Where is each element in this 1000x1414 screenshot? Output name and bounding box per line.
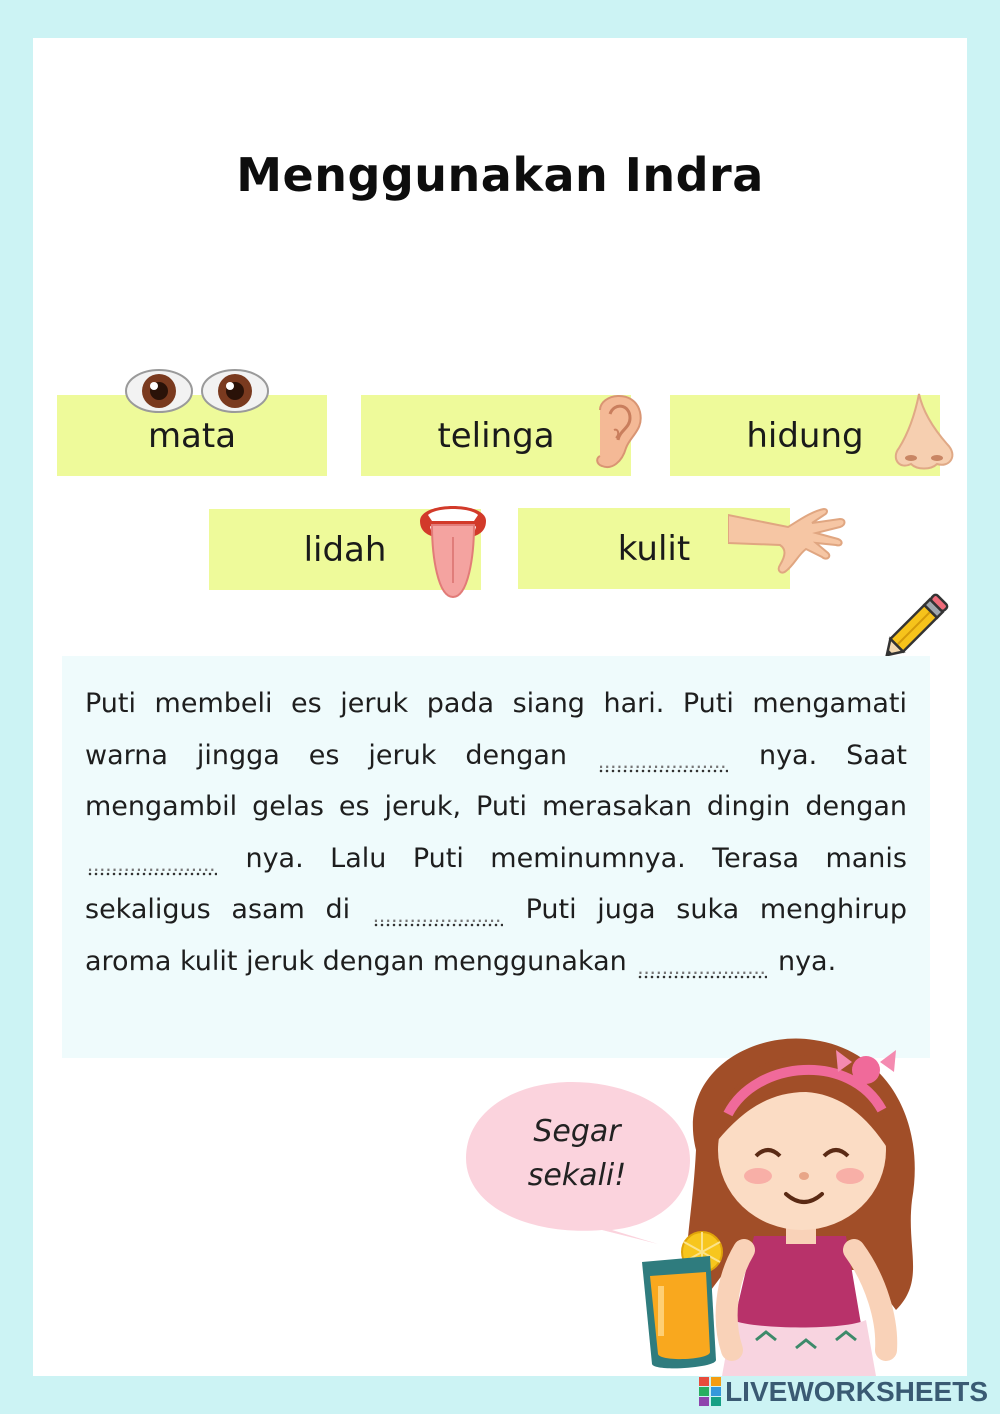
passage-part: Puti juga suka menghirup aroma kulit jeruk dengan menggunakan — [85, 894, 907, 977]
passage-text — [85, 678, 907, 988]
eyes-icon — [123, 367, 271, 415]
word-label: lidah — [303, 529, 387, 570]
word-label: hidung — [746, 415, 864, 456]
passage-part: nya. Lalu Puti meminumnya. Terasa manis sekaligus asam di — [85, 842, 907, 926]
juice-glass-icon — [636, 1228, 736, 1374]
speech-line: sekali! — [527, 1158, 627, 1193]
footer-brand: LIVEWORKSHEETS — [725, 1376, 988, 1407]
passage-part: nya. — [777, 945, 837, 977]
speech-bubble-text — [502, 1110, 652, 1198]
nose-icon — [889, 392, 959, 472]
passage-part: Puti membeli es jeruk pada siang hari. Puti mengamati warna jingga es jeruk dengan — [85, 688, 907, 771]
tongue-icon — [416, 497, 490, 601]
page-title: Menggunakan Indra — [236, 148, 764, 202]
footer-logo[interactable] — [699, 1376, 988, 1408]
hand-icon — [728, 505, 848, 577]
ear-icon — [590, 390, 644, 472]
answer-input-1[interactable] — [598, 746, 728, 776]
answer-input-4[interactable] — [637, 952, 767, 982]
word-label: mata — [147, 415, 237, 456]
speech-line: Segar — [533, 1114, 621, 1149]
word-label: kulit — [617, 528, 691, 569]
answer-input-3[interactable] — [373, 900, 503, 930]
passage-part: nya. Saat mengambil gelas es jeruk, Puti merasakan dingin dengan — [85, 739, 907, 823]
liveworksheets-logo-icon — [699, 1377, 721, 1407]
answer-input-2[interactable] — [87, 849, 217, 879]
word-label: telinga — [437, 415, 555, 456]
